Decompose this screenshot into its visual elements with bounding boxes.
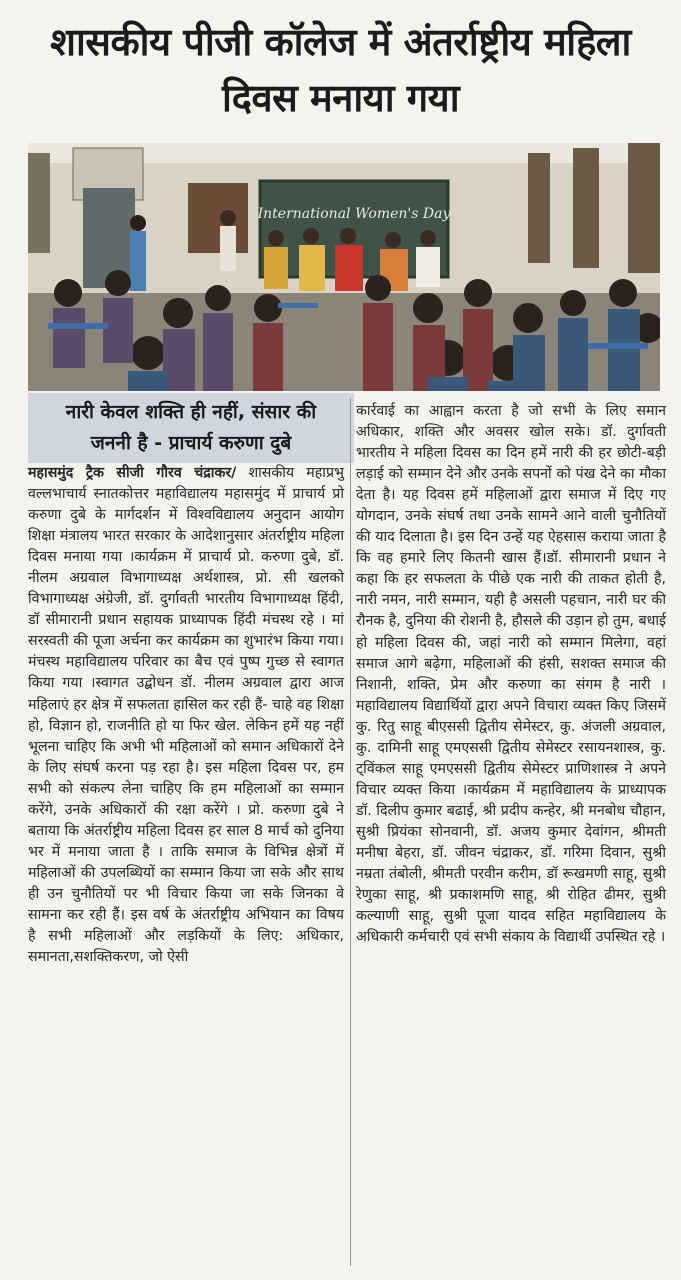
article-text-column-2: कार्रवाई का आह्वान करता है जो सभी के लिए समान अधिकार, शक्ति और अवसर खोल सके। डॉ. दुर्गावती भारतीय ने महिला दिवस का दिन हमें नारी की हर छोटी-बड़ी लड़ाई को सम्मान देने और उनके सपनों को पंख देने का मौका देता है। यह दिवस हमें महिलाओं द्वारा समाज में दिए गए योगदान, उनके संघर्ष तथा उनके सामने आने वाली चुनौतियों की याद दिलाता है। इस दिन उन्हें यह ऐहसास कराया जाता है कि वह हमारे लिए कितनी खास हैं।डॉ. सीमारानी प्रधान ने कहा कि हर सफलता के पीछे एक नारी की ताकत होती है, नारी नमन, नारी सम्मान, यही है असली पहचान, नारी घर की रौनक है, दुनिया की रोशनी है, हौसले की उड़ान हो तुम, बधाई हो महिला दिवस की, जहां नारी को सम्मान मिलेगा, वहां समाज आगे बढ़ेगा, महिलाओं की हंसी, सशक्त समाज की निशानी, शक्ति, प्रेम और करुणा का संगम है नारी । महाविद्यालय विद्यार्थियों द्वारा अपने विचारा व्यक्त किए जिसमें कु. रितु साहू बीएससी द्वितीय सेमेस्टर, कु. अंजली अग्रवाल, कु. दामिनी साहू एमएससी द्वितीय सेमेस्टर रसायनशास्त्र, कु. ट्विंकल साहू एमएससी द्वितीय सेमेस्टर प्राणिशास्त्र ने अपने विचार व्यक्त किया ।कार्यक्रम में महाविद्यालय के प्राध्यापक डॉ. दिलीप कुमार बढाई, श्री प्रदीप कन्हेर, श्री मनबोध चौहान, सुश्री प्रियंका सोनवानी, डॉ. अजय कुमार देवांगन, श्रीमती मनीषा बेहरा, डॉ. जीवन चंद्राकर, डॉ. गरिमा दिवान, सुश्री नम्रता तंबोली, श्रीमती परवीन करीम, डॉ रूखमणी साहू, सुश्री रेणुका साहू, श्री प्रकाशमणि साहू, श्री रोहित ढीमर, सुश्री कल्याणी साहू, सुश्री पूजा यादव सहित महाविद्यालय के अधिकारी कर्मचारी एवं सभी संकाय के विद्यार्थी उपस्थित रहे । bbox=[356, 403, 666, 946]
article-column-1 bbox=[28, 463, 344, 968]
subheadline bbox=[28, 393, 354, 463]
subheadline-line-1: नारी केवल शक्ति ही नहीं, संसार की bbox=[65, 401, 317, 423]
article-text-column-1: शासकीय महाप्रभु वल्लभाचार्य स्नातकोत्तर महाविद्यालय महासमुंद में प्राचार्य प्रो करुणा दुबे के मार्गदर्शन में विश्वविद्यालय अनुदान आयोग शिक्षा मंत्रालय भारत सरकार के आदेशानुसार अंतर्राष्ट्रीय महिला दिवस मनाया गया ।कार्यक्रम में प्राचार्य प्रो. करुणा दुबे, डॉ. नीलम अग्रवाल विभागाध्यक्ष अर्थशास्त्र, प्रो. सी खलको विभागाध्यक्ष अंग्रेजी, डॉ. दुर्गावती भारतीय विभागाध्यक्ष हिंदी, डॉ सीमारानी प्रधान सहायक प्राध्यापक हिंदी मंचस्थ रहे । मां सरस्वती की पूजा अर्चना कर कार्यक्रम का शुभारंभ किया गया। मंचस्थ महाविद्यालय परिवार का बैच एवं पुष्प गुच्छ से स्वागत किया गया ।स्वागत उद्बोधन डॉ. नीलम अग्रवाल द्वारा आज महिलाएं हर क्षेत्र में सफलता हासिल कर रही हैं- चाहे वह शिक्षा हो, विज्ञान हो, राजनीति हो या फिर खेल. लेकिन हमें यह नहीं भूलना चाहिए कि अभी भी महिलाओं को समान अधिकारों देने के लिए संघर्ष करना पड़ रहा है। इस महिला दिवस पर, हम सभी को संकल्प लेना चाहिए कि हम महिलाओं का सम्मान करेंगे, उनके अधिकारों की रक्षा करेंगे । प्रो. करुणा दुबे ने बताया कि अंतर्राष्ट्रीय महिला दिवस हर साल 8 मार्च को दुनिया भर में मनाया जाता है । ताकि समाज के विभिन्न क्षेत्रों में महिलाओं की उपलब्धियों का सम्मान किया जा सके और साथ ही उन चुनौतियों पर भी विचार किया जा सके जिनका वे सामना कर रही हैं। इस वर्ष के अंतर्राष्ट्रीय अभियान का विषय है सभी महिलाओं और लड़कियों के लिए: अधिकार, समानता,सशक्तिकरण, जो ऐसी bbox=[28, 465, 344, 966]
headline-line-2: दिवस मनाया गया bbox=[221, 76, 460, 120]
headline bbox=[0, 14, 681, 126]
event-photo-illustration bbox=[28, 143, 660, 391]
article-column-2 bbox=[356, 401, 666, 948]
event-photo bbox=[28, 143, 660, 391]
column-divider bbox=[350, 398, 351, 1266]
board-text: International Women's Day bbox=[257, 206, 451, 222]
headline-line-1: शासकीय पीजी कॉलेज में अंतर्राष्ट्रीय महिला bbox=[50, 20, 631, 64]
subheadline-line-2: जननी है - प्राचार्य करुणा दुबे bbox=[90, 432, 292, 454]
byline: महासमुंद ट्रैक सीजी गौरव चंद्राकर/ bbox=[28, 465, 237, 481]
